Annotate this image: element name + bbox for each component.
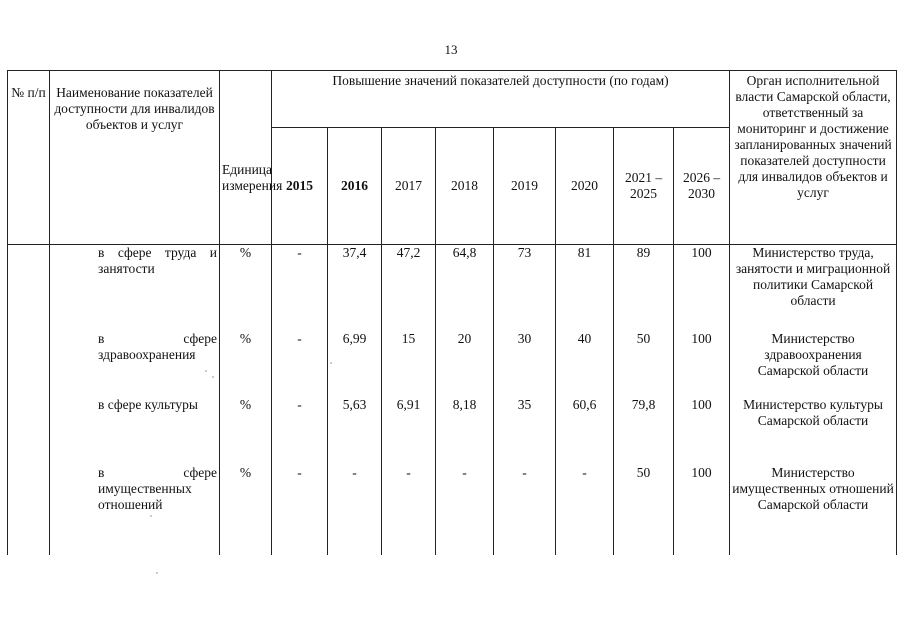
value-2015: - [272,331,328,397]
value-2020: 81 [556,245,614,332]
year-header-2017: 2017 [382,128,436,245]
value-2019: 30 [494,331,556,397]
value-2020: - [556,465,614,555]
value-2015: - [272,397,328,465]
year-header-2026-2030: 2026 – 2030 [674,128,730,245]
header-row-1 [8,71,897,128]
row-unit: % [220,397,272,465]
year-header-2016: 2016 [328,128,382,245]
value-2018: 64,8 [436,245,494,332]
row-name: в сфере имущественных отношений [50,465,220,555]
value-2021-2025: 50 [614,465,674,555]
table-row [8,331,897,397]
value-2021-2025: 50 [614,331,674,397]
value-2015: - [272,465,328,555]
row-number [8,245,50,332]
value-2015: - [272,245,328,332]
value-2019: 73 [494,245,556,332]
table-row [8,465,897,555]
value-2016: 5,63 [328,397,382,465]
value-2017: 15 [382,331,436,397]
row-number [8,465,50,555]
col-header-organ: Орган исполнительной власти Самарской области, ответственный за мониторинг и достижение запланированных значений показателей доступности для инвалидов объектов и услуг [730,71,897,245]
col-header-number: № п/п [8,71,50,245]
scan-noise [205,370,207,372]
accessibility-indicators-table [7,70,897,555]
value-2016: - [328,465,382,555]
value-2019: - [494,465,556,555]
scan-noise [156,572,158,574]
value-2020: 60,6 [556,397,614,465]
scan-noise [330,362,332,364]
row-name: в сфере труда и занятости [50,245,220,332]
row-organ: Министерство труда, занятости и миграционной политики Самарской области [730,245,897,332]
row-organ: Министерство здравоохранения Самарской области [730,331,897,397]
year-header-2019: 2019 [494,128,556,245]
year-header-2015: 2015 [272,128,328,245]
year-header-2018: 2018 [436,128,494,245]
row-name: в сфере культуры [50,397,220,465]
row-number [8,331,50,397]
value-2026-2030: 100 [674,245,730,332]
value-2017: 6,91 [382,397,436,465]
value-2019: 35 [494,397,556,465]
value-2020: 40 [556,331,614,397]
col-header-unit [220,71,283,245]
value-2021-2025: 79,8 [614,397,674,465]
value-2016: 6,99 [328,331,382,397]
scan-noise [212,376,214,378]
row-unit: % [220,331,272,397]
value-2016: 37,4 [328,245,382,332]
col-header-unit-label: Единица измерения [222,161,283,193]
row-unit: % [220,245,272,332]
value-2026-2030: 100 [674,331,730,397]
row-organ: Министерство имущественных отношений Самарской области [730,465,897,555]
value-2018: 20 [436,331,494,397]
value-2017: 47,2 [382,245,436,332]
col-header-name: Наименование показателей доступности для инвалидов объектов и услуг [50,71,220,245]
col-header-years-group: Повышение значений показателей доступности (по годам) [272,71,730,128]
row-name: в сфере здравоохранения [50,331,220,397]
value-2017: - [382,465,436,555]
value-2026-2030: 100 [674,397,730,465]
row-organ: Министерство культуры Самарской области [730,397,897,465]
year-header-2020: 2020 [556,128,614,245]
value-2018: - [436,465,494,555]
table-row [8,397,897,465]
scan-noise [150,515,152,517]
table-row [8,245,897,332]
value-2021-2025: 89 [614,245,674,332]
year-header-2021-2025: 2021 – 2025 [614,128,674,245]
page-number: 13 [444,42,458,57]
value-2026-2030: 100 [674,465,730,555]
row-number [8,397,50,465]
value-2018: 8,18 [436,397,494,465]
row-unit: % [220,465,272,555]
